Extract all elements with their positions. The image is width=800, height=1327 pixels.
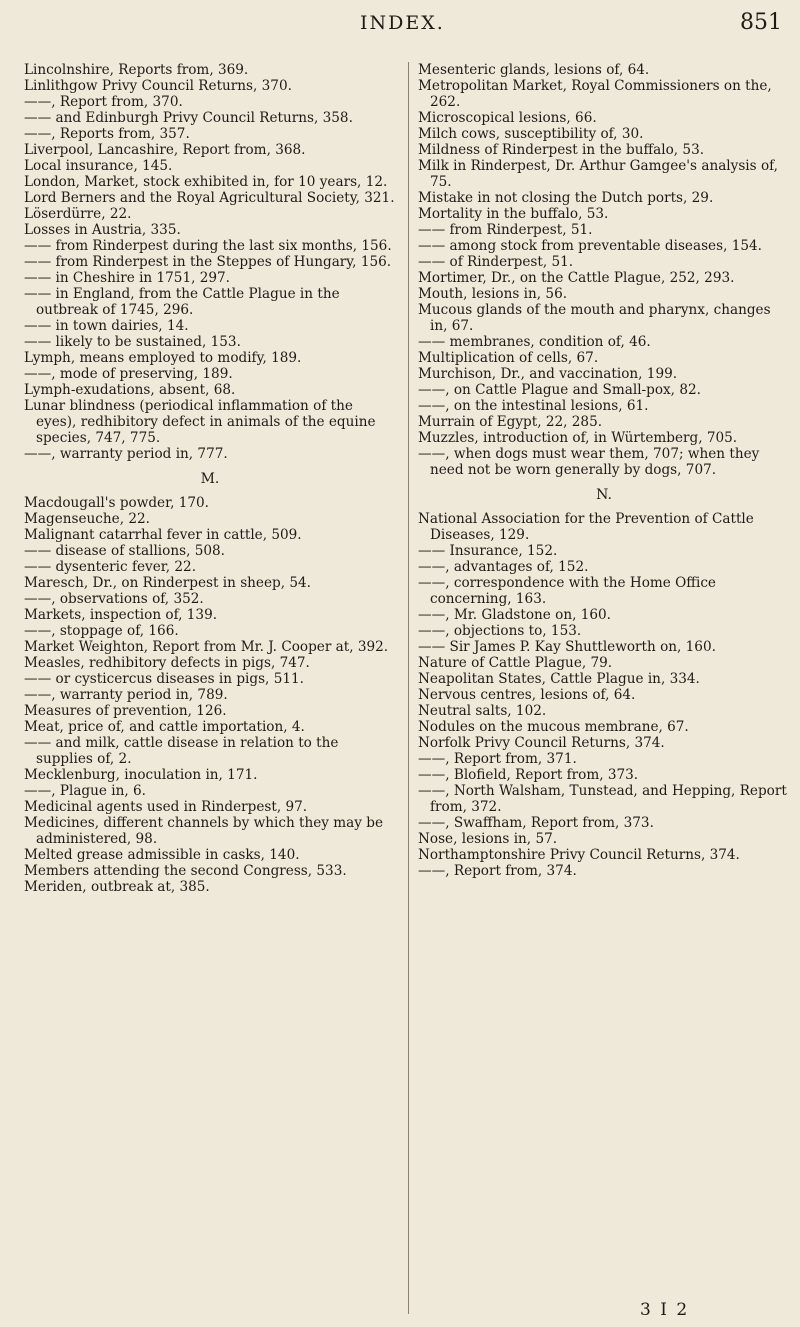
index-entry: Mortimer, Dr., on the Cattle Plague, 252, 293. xyxy=(418,270,735,286)
index-entry: —— membranes, condition of, 46. xyxy=(418,334,651,350)
index-entry: Metropolitan Market, Royal Commissioners on the, 262. xyxy=(418,78,772,110)
index-entry: Macdougall's powder, 170. xyxy=(24,495,209,511)
index-entry: Lymph-exudations, absent, 68. xyxy=(24,382,236,398)
index-entry: Mucous glands of the mouth and pharynx, changes in, 67. xyxy=(418,302,771,334)
index-entry: Norfolk Privy Council Returns, 374. xyxy=(418,735,665,751)
index-entry: Nervous centres, lesions of, 64. xyxy=(418,687,636,703)
index-entry: Local insurance, 145. xyxy=(24,158,173,174)
index-entry: National Association for the Prevention of Cattle Diseases, 129. xyxy=(418,511,754,543)
index-entry: Linlithgow Privy Council Returns, 370. xyxy=(24,78,292,94)
index-entry: —— in town dairies, 14. xyxy=(24,318,189,334)
index-entry: Murrain of Egypt, 22, 285. xyxy=(418,414,603,430)
index-entry: Nature of Cattle Plague, 79. xyxy=(418,655,613,671)
index-entry: ——, Report from, 371. xyxy=(418,751,577,767)
index-entry: ——, mode of preserving, 189. xyxy=(24,366,233,382)
index-entry: Melted grease admissible in casks, 140. xyxy=(24,847,300,863)
signature-mark: 3 I 2 xyxy=(640,1300,690,1320)
index-entry: ——, Report from, 370. xyxy=(24,94,183,110)
index-entry: Mildness of Rinderpest in the buffalo, 53. xyxy=(418,142,705,158)
index-entry: Measures of prevention, 126. xyxy=(24,703,227,719)
index-entry: Muzzles, introduction of, in Würtemberg, 705. xyxy=(418,430,738,446)
index-entry: —— dysenteric fever, 22. xyxy=(24,559,197,575)
index-entry: —— Insurance, 152. xyxy=(418,543,558,559)
index-entry: ——, on the intestinal lesions, 61. xyxy=(418,398,649,414)
index-entry: Neutral salts, 102. xyxy=(418,703,547,719)
index-entry: Medicines, different channels by which they may be administered, 98. xyxy=(24,815,384,847)
running-title: INDEX. xyxy=(360,12,445,34)
index-entry: ——, observations of, 352. xyxy=(24,591,204,607)
index-entry: —— in England, from the Cattle Plague in the outbreak of 1745, 296. xyxy=(24,286,340,318)
index-entry: ——, when dogs must wear them, 707; when they need not be worn generally by dogs, 707. xyxy=(418,446,760,478)
index-entry: Nodules on the mucous membrane, 67. xyxy=(418,719,689,735)
page-header xyxy=(0,4,800,44)
index-entry: Markets, inspection of, 139. xyxy=(24,607,218,623)
index-entry: Liverpool, Lancashire, Report from, 368. xyxy=(24,142,306,158)
index-entry: Mortality in the buffalo, 53. xyxy=(418,206,609,222)
index-entry: Microscopical lesions, 66. xyxy=(418,110,597,126)
index-entry: ——, on Cattle Plague and Small-pox, 82. xyxy=(418,382,701,398)
index-entry: ——, Swaffham, Report from, 373. xyxy=(418,815,654,831)
index-entry: Maresch, Dr., on Rinderpest in sheep, 54. xyxy=(24,575,311,591)
section-letter: M. xyxy=(200,471,220,487)
index-entry: London, Market, stock exhibited in, for 10 years, 12. xyxy=(24,174,388,190)
index-entry: ——, correspondence with the Home Office concerning, 163. xyxy=(418,575,716,607)
left-column xyxy=(24,62,396,895)
index-entry: ——, advantages of, 152. xyxy=(418,559,589,575)
index-entry: Löserdürre, 22. xyxy=(24,206,132,222)
index-entry: —— from Rinderpest in the Steppes of Hungary, 156. xyxy=(24,254,392,270)
index-entry: ——, warranty period in, 777. xyxy=(24,446,228,462)
index-entry: Northamptonshire Privy Council Returns, 374. xyxy=(418,847,740,863)
index-entry: —— from Rinderpest, 51. xyxy=(418,222,593,238)
index-entry: ——, Mr. Gladstone on, 160. xyxy=(418,607,612,623)
index-entry: —— likely to be sustained, 153. xyxy=(24,334,241,350)
index-entry: ——, Reports from, 357. xyxy=(24,126,190,142)
column-divider xyxy=(408,62,409,1314)
index-entry: Mesenteric glands, lesions of, 64. xyxy=(418,62,650,78)
index-entry: Losses in Austria, 335. xyxy=(24,222,181,238)
index-entry: Magenseuche, 22. xyxy=(24,511,150,527)
index-entry: Lincolnshire, Reports from, 369. xyxy=(24,62,249,78)
index-entry: Meat, price of, and cattle importation, 4. xyxy=(24,719,305,735)
page-number: 851 xyxy=(740,10,782,35)
index-entry: —— from Rinderpest during the last six months, 156. xyxy=(24,238,392,254)
index-entry: Milk in Rinderpest, Dr. Arthur Gamgee's analysis of, 75. xyxy=(418,158,779,190)
index-entry: —— in Cheshire in 1751, 297. xyxy=(24,270,231,286)
index-entry: Lymph, means employed to modify, 189. xyxy=(24,350,302,366)
index-entry: Measles, redhibitory defects in pigs, 747. xyxy=(24,655,310,671)
index-entry: ——, stoppage of, 166. xyxy=(24,623,179,639)
index-entry: Lunar blindness (periodical inflammation of the eyes), redhibitory defect in animals of the equine species, 747, 775. xyxy=(24,398,376,446)
section-letter: N. xyxy=(596,487,612,503)
index-entry: Neapolitan States, Cattle Plague in, 334. xyxy=(418,671,700,687)
index-entry: Mouth, lesions in, 56. xyxy=(418,286,568,302)
index-entry: Malignant catarrhal fever in cattle, 509. xyxy=(24,527,302,543)
index-entry: —— among stock from preventable diseases, 154. xyxy=(418,238,762,254)
index-entry: —— of Rinderpest, 51. xyxy=(418,254,574,270)
index-entry: ——, Blofield, Report from, 373. xyxy=(418,767,639,783)
index-entry: Meriden, outbreak at, 385. xyxy=(24,879,210,895)
index-entry: —— disease of stallions, 508. xyxy=(24,543,225,559)
index-entry: ——, North Walsham, Tunstead, and Hepping, Report from, 372. xyxy=(418,783,787,815)
index-entry: Nose, lesions in, 57. xyxy=(418,831,558,847)
index-entry: Mistake in not closing the Dutch ports, 29. xyxy=(418,190,714,206)
index-entry: —— and Edinburgh Privy Council Returns, 358. xyxy=(24,110,353,126)
index-entry: —— and milk, cattle disease in relation to the supplies of, 2. xyxy=(24,735,339,767)
index-entry: Mecklenburg, inoculation in, 171. xyxy=(24,767,258,783)
index-entry: Medicinal agents used in Rinderpest, 97. xyxy=(24,799,308,815)
index-entry: ——, Report from, 374. xyxy=(418,863,577,879)
index-entry: Milch cows, susceptibility of, 30. xyxy=(418,126,644,142)
index-entry: —— or cysticercus diseases in pigs, 511. xyxy=(24,671,304,687)
index-entry: Multiplication of cells, 67. xyxy=(418,350,599,366)
right-column xyxy=(418,62,790,879)
index-entry: ——, objections to, 153. xyxy=(418,623,582,639)
index-entry: Market Weighton, Report from Mr. J. Cooper at, 392. xyxy=(24,639,389,655)
index-entry: ——, Plague in, 6. xyxy=(24,783,146,799)
index-entry: Murchison, Dr., and vaccination, 199. xyxy=(418,366,678,382)
index-entry: Members attending the second Congress, 533. xyxy=(24,863,347,879)
index-entry: —— Sir James P. Kay Shuttleworth on, 160. xyxy=(418,639,716,655)
index-entry: Lord Berners and the Royal Agricultural Society, 321. xyxy=(24,190,395,206)
index-entry: ——, warranty period in, 789. xyxy=(24,687,228,703)
